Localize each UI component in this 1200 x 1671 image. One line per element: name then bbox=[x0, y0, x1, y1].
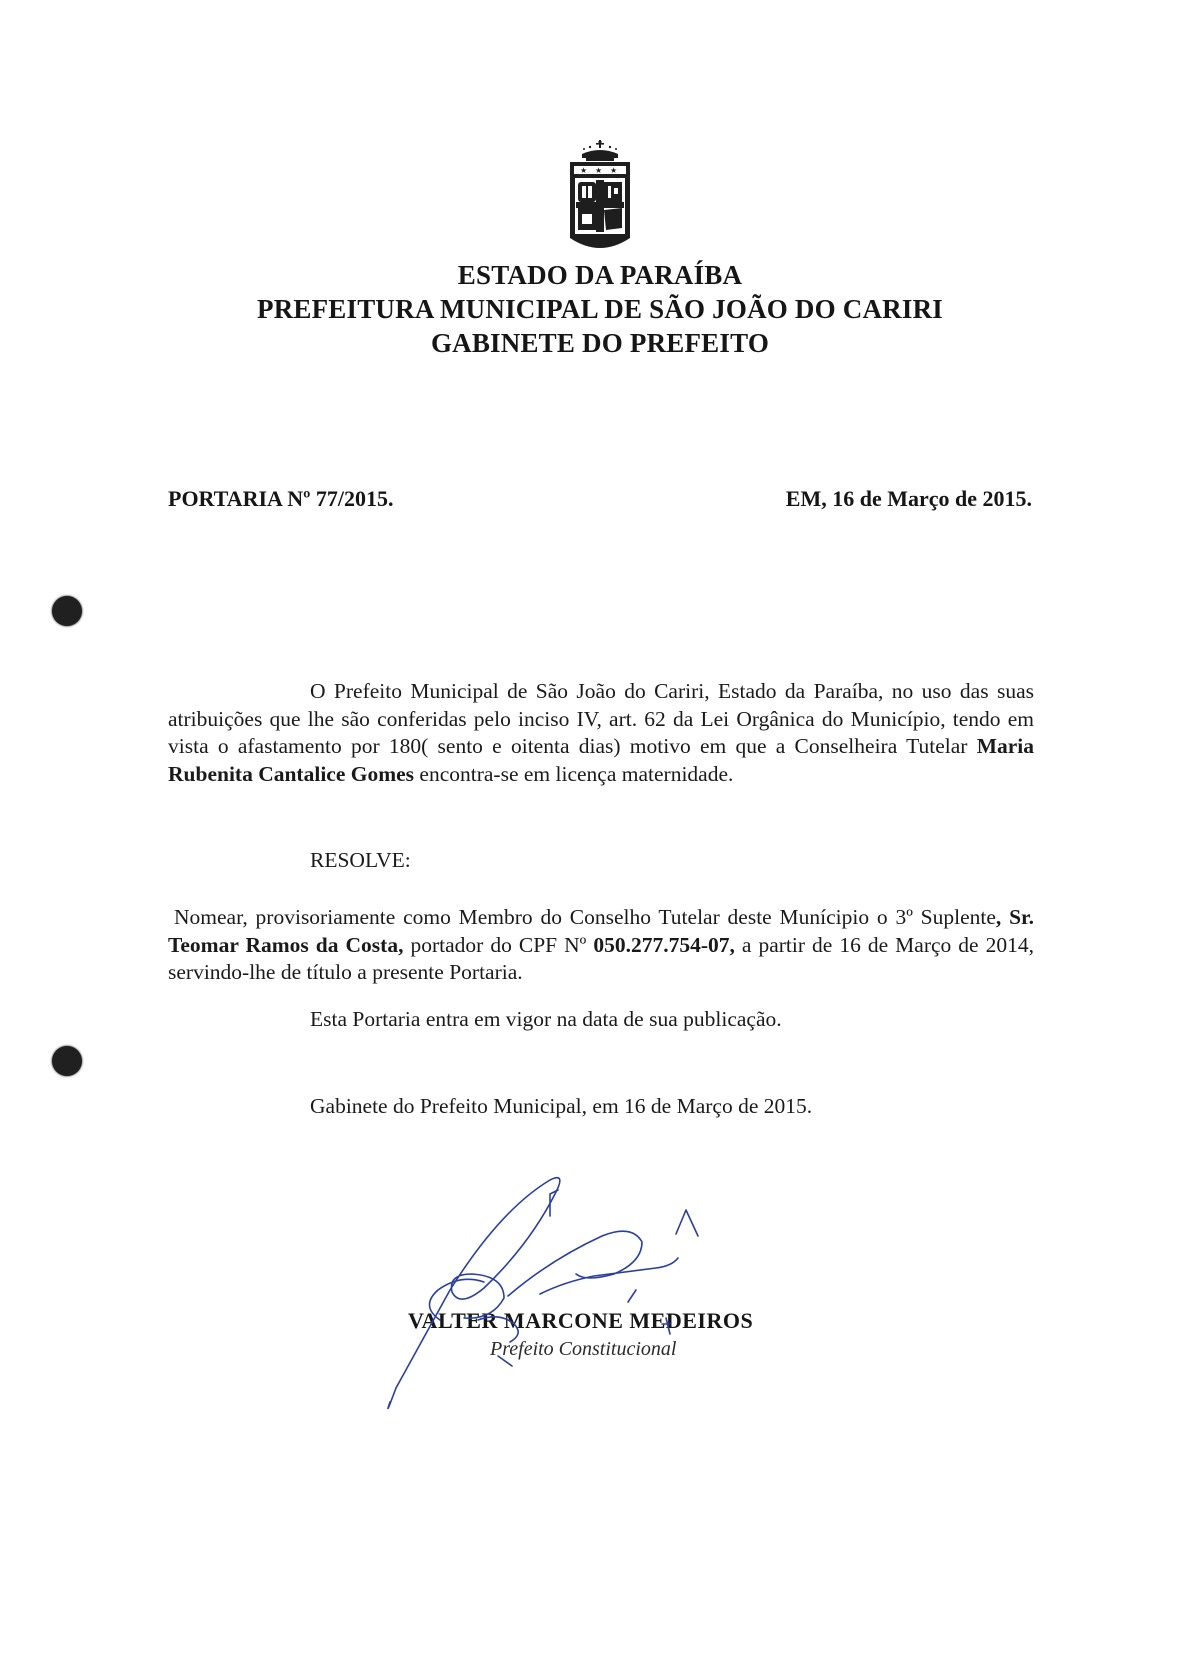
appointment-text-end: a partir de 16 de Março de 2014, servindo-lhe de título a presente Portaria. bbox=[168, 932, 1034, 984]
header-municipality: PREFEITURA MUNICIPAL DE SÃO JOÃO DO CARIRI bbox=[257, 294, 943, 324]
punch-hole bbox=[52, 1046, 82, 1076]
councillor-name: Maria Rubenita Cantalice Gomes bbox=[168, 734, 1034, 786]
svg-text:★: ★ bbox=[580, 166, 588, 175]
closing-line: Gabinete do Prefeito Municipal, em 16 de Março de 2015. bbox=[310, 1094, 813, 1118]
appointment-cpf-label: portador do CPF Nº bbox=[403, 932, 594, 957]
svg-text:★: ★ bbox=[610, 166, 618, 175]
resolve-heading: RESOLVE: bbox=[310, 848, 411, 872]
svg-text:★: ★ bbox=[595, 166, 603, 175]
appointment-text: Nomear, provisoriamente como Membro do Conselho Tutelar deste Munícipio o 3º Suplente bbox=[174, 905, 996, 929]
preamble-text-end: encontra-se em licença maternidade. bbox=[414, 761, 734, 786]
header-state: ESTADO DA PARAÍBA bbox=[457, 260, 743, 290]
portaria-number: PORTARIA Nº 77/2015. bbox=[168, 486, 394, 511]
appointment-paragraph bbox=[168, 904, 1034, 987]
municipal-emblem-icon bbox=[548, 138, 652, 258]
header-office: GABINETE DO PREFEITO bbox=[430, 328, 770, 358]
appointee-name: , Sr. Teomar Ramos da Costa, bbox=[168, 905, 1035, 957]
document-date: EM, 16 de Março de 2015. bbox=[785, 486, 1032, 511]
punch-hole bbox=[52, 596, 82, 626]
appointee-cpf: 050.277.754-07, bbox=[593, 932, 735, 957]
effective-clause: Esta Portaria entra em vigor na data de sua publicação. bbox=[310, 1007, 782, 1031]
preamble-text: O Prefeito Municipal de São João do Cariri, Estado da Paraíba, no uso das suas atribuições que lhe são conferidas pelo inciso IV, art. 62 da Lei Orgânica do Município, tendo em vista o afastamento por 180( sento e oitenta dias) motivo em que a Conselheira Tutelar bbox=[168, 679, 1034, 758]
signer-title: Prefeito Constitucional bbox=[490, 1338, 677, 1360]
preamble-paragraph bbox=[168, 678, 1034, 788]
signer-name: VALTER MARCONE MEDEIROS bbox=[408, 1308, 754, 1333]
handwritten-signature-icon bbox=[380, 1170, 740, 1430]
